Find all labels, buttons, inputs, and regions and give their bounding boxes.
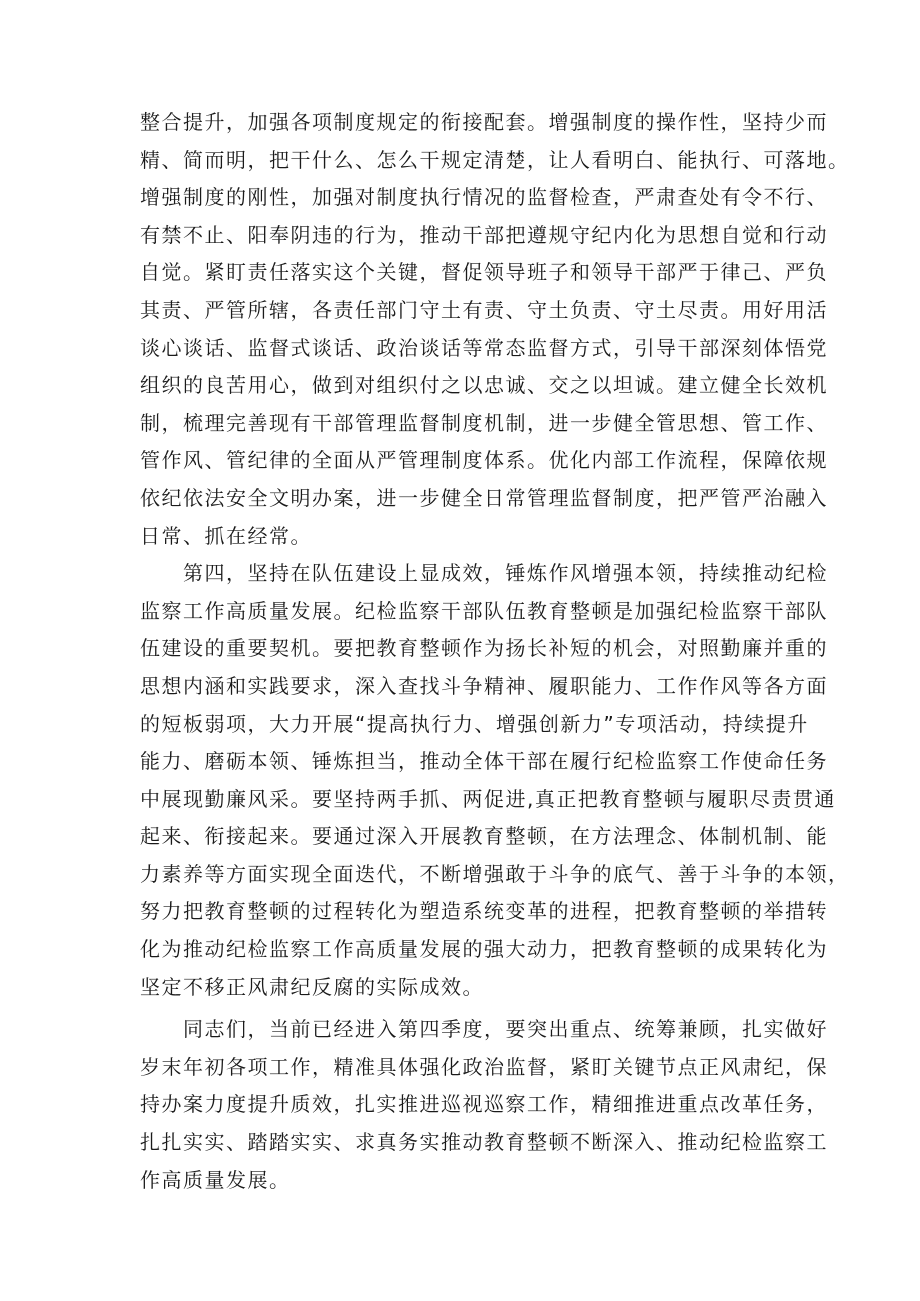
text-line: 扎扎实实、踏踏实实、求真务实推动教育整顿不断深入、推动纪检监察工 [140, 1130, 828, 1155]
text-line: 有禁不止、阳奉阴违的行为，推动干部把遵规守纪内化为思想自觉和行动 [140, 222, 828, 247]
paragraph-3 [140, 1011, 828, 1199]
text-line: 化为推动纪检监察工作高质量发展的强大动力，把教育整顿的成果转化为 [140, 937, 828, 962]
text-line: 中展现勤廉风采。要坚持两手抓、两促进,真正把教育整顿与履职尽责贯通 [140, 786, 836, 811]
text-line: 制，梳理完善现有干部管理监督制度机制，进一步健全管思想、管工作、 [140, 410, 828, 435]
text-line: 其责、严管所辖，各责任部门守土有责、守土负责、守土尽责。用好用活 [140, 297, 828, 322]
text-line: 增强制度的刚性，加强对制度执行情况的监督检查，严肃查处有令不行、 [140, 185, 828, 210]
text-line: 管作风、管纪律的全面从严管理制度体系。优化内部工作流程，保障依规 [140, 448, 828, 473]
text-line: 岁末年初各项工作，精准具体强化政治监督，紧盯关键节点正风肃纪，保 [140, 1054, 828, 1079]
text-line: 监察工作高质量发展。纪检监察干部队伍教育整顿是加强纪检监察干部队 [140, 598, 828, 623]
text-line: 伍建设的重要契机。要把教育整顿作为扬长补短的机会，对照勤廉并重的 [140, 636, 828, 661]
text-line: 整合提升，加强各项制度规定的衔接配套。增强制度的操作性，坚持少而 [140, 110, 828, 134]
text-line: 能力、磨砺本领、锤炼担当，推动全体干部在履行纪检监察工作使命任务 [140, 749, 828, 774]
text-line: 努力把教育整顿的过程转化为塑造系统变革的进程，把教育整顿的举措转 [140, 899, 828, 924]
text-line: 的短板弱项，大力开展“提高执行力、增强创新力”专项活动，持续提升 [140, 711, 809, 736]
text-line: 自觉。紧盯责任落实这个关键，督促领导班子和领导干部严于律己、严负 [140, 260, 828, 285]
text-line: 持办案力度提升质效，扎实推进巡视巡察工作，精细推进重点改革任务， [140, 1092, 828, 1117]
paragraph-1 [140, 104, 850, 555]
text-line: 组织的良苦用心，做到对组织付之以忠诚、交之以坦诚。建立健全长效机 [140, 373, 828, 398]
text-line: 坚定不移正风肃纪反腐的实际成效。 [140, 974, 484, 999]
text-line: 依纪依法安全文明办案，进一步健全日常管理监督制度，把严管严治融入 [140, 485, 828, 510]
text-line: 同志们，当前已经进入第四季度，要突出重点、统筹兼顾，扎实做好 [140, 1017, 828, 1042]
text-line: 起来、衔接起来。要通过深入开展教育整顿，在方法理念、体制机制、能 [140, 824, 828, 849]
text-line: 思想内涵和实践要求，深入查找斗争精神、履职能力、工作作风等各方面 [140, 673, 828, 698]
text-line: 谈心谈话、监督式谈话、政治谈话等常态监督方式，引导干部深刻体悟党 [140, 335, 828, 360]
document-body [140, 104, 850, 1199]
text-line: 力素养等方面实现全面迭代，不断增强敢于斗争的底气、善于斗争的本领， [140, 861, 850, 886]
text-line: 精、简而明，把干什么、怎么干规定清楚，让人看明白、能执行、可落地。 [140, 147, 850, 172]
text-line: 作高质量发展。 [140, 1167, 291, 1192]
paragraph-2 [140, 555, 850, 1006]
text-line: 日常、抓在经常。 [140, 523, 312, 548]
text-line: 第四，坚持在队伍建设上显成效，锤炼作风增强本领，持续推动纪检 [140, 561, 828, 586]
